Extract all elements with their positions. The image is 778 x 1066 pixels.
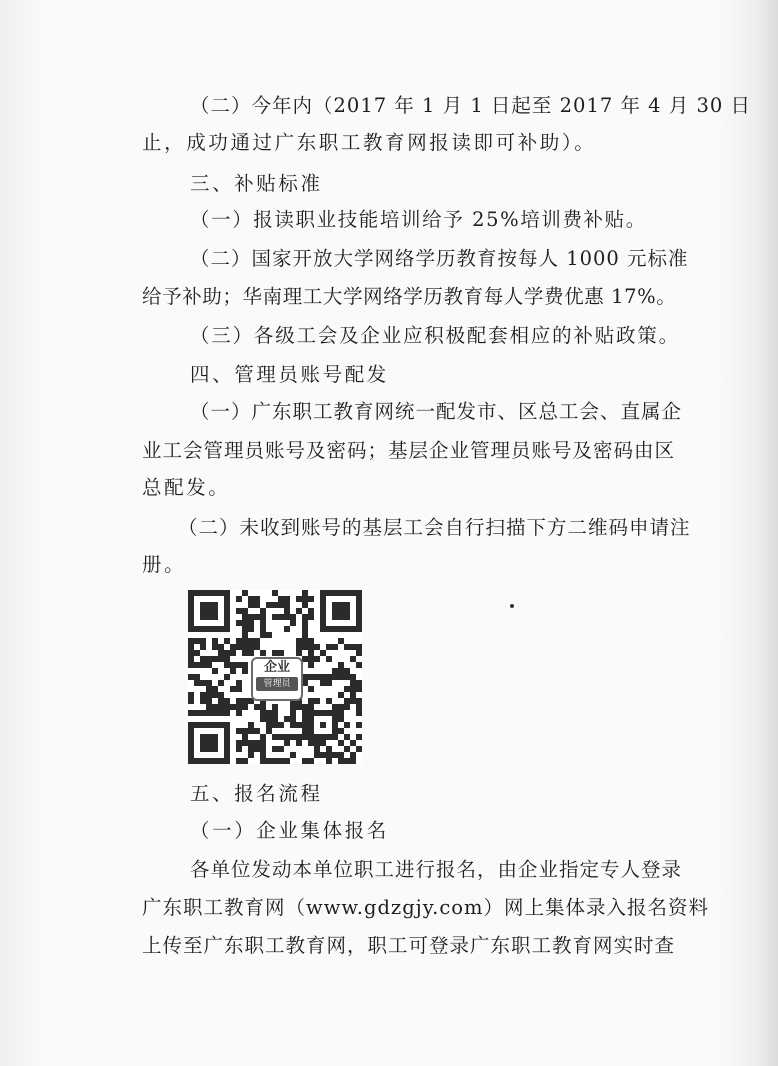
para-admin-1-line2: 业工会管理员账号及密码；基层企业管理员账号及密码由区 [142, 439, 676, 462]
para-admin-1-line3: 总配发。 [142, 476, 231, 499]
heading-subsidy-standard: 三、补贴标准 [190, 172, 323, 195]
heading-registration-process: 五、报名流程 [190, 782, 323, 805]
para-admin-2-line2: 册。 [142, 553, 187, 576]
para-subsidy-2-line1: （二）国家开放大学网络学历教育按每人 1000 元标准 [190, 247, 689, 270]
heading-admin-account: 四、管理员账号配发 [190, 363, 389, 386]
qr-badge-title: 企业 [263, 660, 290, 675]
stray-mark [510, 604, 514, 608]
para-admin-2-line1: （二）未收到账号的基层工会自行扫描下方二维码申请注 [178, 516, 691, 539]
para-group-line3: 上传至广东职工教育网，职工可登录广东职工教育网实时查 [142, 934, 676, 957]
para-group-line2: 广东职工教育网（www.gdzgjy.com）网上集体录入报名资料 [142, 896, 710, 919]
para-group-line1: 各单位发动本单位职工进行报名，由企业指定专人登录 [190, 858, 683, 881]
para-admin-1-line1: （一）广东职工教育网统一配发市、区总工会、直属企 [190, 400, 683, 423]
para-subsidy-3: （三）各级工会及企业应积极配套相应的补贴政策。 [190, 324, 680, 347]
qr-badge [251, 657, 303, 701]
para-period-line1: （二）今年内（2017 年 1 月 1 日起至 2017 年 4 月 30 日 [190, 94, 751, 117]
para-subsidy-1: （一）报读职业技能培训给予 25%培训费补贴。 [190, 208, 647, 231]
para-subsidy-2-line2: 给予补助；华南理工大学网络学历教育每人学费优惠 17%。 [142, 285, 677, 308]
subheading-group-registration: （一）企业集体报名 [190, 819, 389, 842]
qr-badge-subtitle: 管理员 [256, 677, 298, 691]
qr-code[interactable] [188, 590, 362, 764]
para-period-line2: 止，成功通过广东职工教育网报读即可补助）。 [142, 131, 597, 154]
page-edge-shadow [756, 0, 778, 1066]
